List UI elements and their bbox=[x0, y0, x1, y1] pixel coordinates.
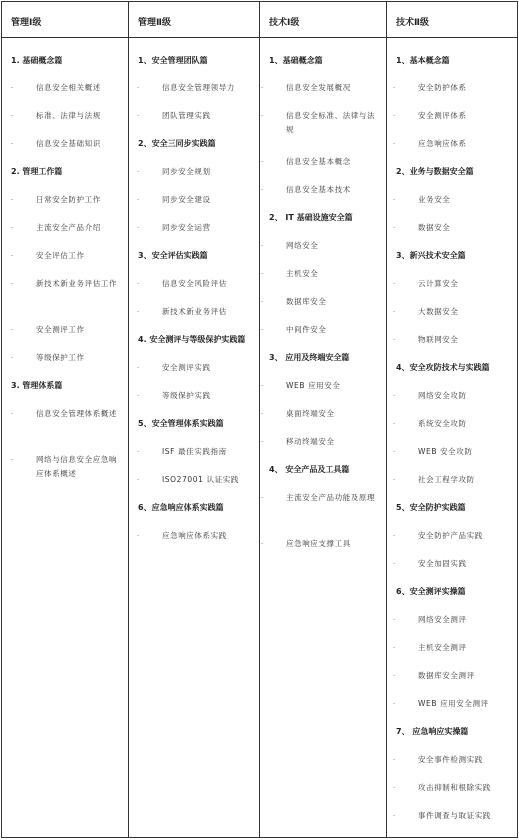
bullet-icon: · bbox=[261, 270, 264, 278]
list-item: · 同步安全建设 bbox=[162, 193, 253, 207]
list-item: · 主流安全产品功能及原理 bbox=[286, 491, 380, 505]
list-item: · 应急响应体系 bbox=[418, 137, 511, 151]
list-item: · 系统安全攻防 bbox=[418, 417, 511, 431]
bullet-icon: · bbox=[261, 242, 264, 250]
bullet-icon: · bbox=[11, 326, 14, 334]
bullet-icon: · bbox=[261, 112, 264, 120]
list-item: · 大数据安全 bbox=[418, 305, 511, 319]
list-item: · 信息安全发展概况 bbox=[286, 81, 380, 95]
section-title: 4. 安全测评与等级保护实践篇 bbox=[138, 335, 246, 344]
list-item: · 信息安全风险评估 bbox=[162, 277, 253, 291]
bullet-icon: · bbox=[137, 476, 140, 484]
list-item: · 安全防护体系 bbox=[418, 81, 511, 95]
bullet-icon: · bbox=[393, 812, 396, 820]
bullet-icon: · bbox=[393, 784, 396, 792]
list-item: · 网络与信息安全应急响应体系概述 bbox=[11, 455, 117, 478]
list-item: · 信息安全标准、法律与法规 bbox=[261, 111, 376, 134]
list-item: · 云计算安全 bbox=[418, 277, 511, 291]
bullet-icon: · bbox=[393, 616, 396, 624]
section-title: 4、 安全产品及工具篇 bbox=[269, 465, 350, 474]
section-title: 1、基础概念篇 bbox=[269, 56, 323, 65]
list-item: · 主机安全 bbox=[286, 267, 380, 281]
bullet-icon: · bbox=[11, 456, 14, 464]
list-item: · 新技术新业务评估工作 bbox=[36, 277, 122, 291]
section-title: 1. 基础概念篇 bbox=[11, 56, 63, 65]
bullet-icon: · bbox=[261, 84, 264, 92]
list-item: · 安全测评工作 bbox=[36, 323, 122, 337]
list-item: · 数据库安全测评 bbox=[418, 669, 511, 683]
bullet-icon: · bbox=[137, 392, 140, 400]
bullet-icon: · bbox=[11, 224, 14, 232]
list-item: · 标准、法律与法规 bbox=[36, 109, 122, 123]
list-item: · ISO27001 认证实践 bbox=[162, 473, 253, 487]
bullet-icon: · bbox=[11, 252, 14, 260]
section-title: 2、安全三同步实践篇 bbox=[138, 139, 216, 148]
bullet-icon: · bbox=[393, 392, 396, 400]
header-management-1: 管理Ⅰ级 bbox=[2, 2, 129, 38]
bullet-icon: · bbox=[393, 476, 396, 484]
section-title: 6、应急响应体系实践篇 bbox=[138, 503, 224, 512]
bullet-icon: · bbox=[393, 84, 396, 92]
list-item: · 信息安全基本概念 bbox=[286, 155, 380, 169]
bullet-icon: · bbox=[137, 168, 140, 176]
list-item: · 网络安全攻防 bbox=[418, 389, 511, 403]
section-title: 7、 应急响应实操篇 bbox=[396, 727, 469, 736]
header-row bbox=[2, 2, 518, 38]
section-title: 3、新兴技术安全篇 bbox=[396, 251, 466, 260]
list-item: · 日常安全防护工作 bbox=[36, 193, 122, 207]
bullet-icon: · bbox=[393, 308, 396, 316]
bullet-icon: · bbox=[11, 112, 14, 120]
list-item: · 安全测评体系 bbox=[418, 109, 511, 123]
column-technical-1 bbox=[260, 38, 387, 838]
bullet-icon: · bbox=[261, 158, 264, 166]
section-title: 3、 应用及终端安全篇 bbox=[269, 353, 350, 362]
bullet-icon: · bbox=[393, 560, 396, 568]
list-item: · WEB 应用安全 bbox=[286, 379, 380, 393]
bullet-icon: · bbox=[261, 494, 264, 502]
list-item: · 团队管理实践 bbox=[162, 109, 253, 123]
list-item: · 主流安全产品介绍 bbox=[36, 221, 122, 235]
bullet-icon: · bbox=[137, 196, 140, 204]
bullet-icon: · bbox=[261, 410, 264, 418]
list-item: · 新技术新业务评估 bbox=[162, 305, 253, 319]
list-item: · 网络安全 bbox=[286, 239, 380, 253]
list-item: · 信息安全相关概述 bbox=[36, 81, 122, 95]
list-item: · 信息安全基本技术 bbox=[286, 183, 380, 197]
list-item: · 主机安全测评 bbox=[418, 641, 511, 655]
list-item: · 安全评估工作 bbox=[36, 249, 122, 263]
bullet-icon: · bbox=[137, 308, 140, 316]
list-item: · 同步安全规划 bbox=[162, 165, 253, 179]
list-item: · 中间件安全 bbox=[286, 323, 380, 337]
bullet-icon: · bbox=[137, 280, 140, 288]
list-item: · 攻击抑制和根除实践 bbox=[418, 781, 511, 795]
bullet-icon: · bbox=[137, 224, 140, 232]
list-item: · WEB 安全攻防 bbox=[418, 445, 511, 459]
bullet-icon: · bbox=[11, 196, 14, 204]
bullet-icon: · bbox=[137, 448, 140, 456]
bullet-icon: · bbox=[393, 532, 396, 540]
list-item: · 数据安全 bbox=[418, 221, 511, 235]
bullet-icon: · bbox=[261, 438, 264, 446]
bullet-icon: · bbox=[11, 354, 14, 362]
bullet-icon: · bbox=[393, 140, 396, 148]
header-technical-2: 技术Ⅱ级 bbox=[387, 2, 518, 38]
list-item: · 移动终端安全 bbox=[286, 435, 380, 449]
bullet-icon: · bbox=[393, 336, 396, 344]
bullet-icon: · bbox=[137, 112, 140, 120]
list-item: · 安全加固实践 bbox=[418, 557, 511, 571]
list-item: · 安全事件检测实践 bbox=[418, 753, 511, 767]
bullet-icon: · bbox=[393, 420, 396, 428]
section-title: 5、安全防护实践篇 bbox=[396, 503, 466, 512]
course-table bbox=[1, 1, 518, 838]
section-title: 1、基本概念篇 bbox=[396, 56, 450, 65]
bullet-icon: · bbox=[261, 186, 264, 194]
list-item: · 信息安全管理领导力 bbox=[162, 81, 253, 95]
bullet-icon: · bbox=[137, 364, 140, 372]
list-item: · 网络安全测评 bbox=[418, 613, 511, 627]
list-item: · 社会工程学攻防 bbox=[418, 473, 511, 487]
list-item: · 应急响应支撑工具 bbox=[286, 537, 380, 551]
column-management-2 bbox=[129, 38, 260, 838]
bullet-icon: · bbox=[261, 540, 264, 548]
bullet-icon: · bbox=[393, 700, 396, 708]
section-title: 6、安全测评实操篇 bbox=[396, 587, 466, 596]
bullet-icon: · bbox=[261, 382, 264, 390]
section-title: 2、 IT 基础设施安全篇 bbox=[269, 213, 353, 222]
bullet-icon: · bbox=[393, 644, 396, 652]
bullet-icon: · bbox=[393, 756, 396, 764]
list-item: · WEB 应用安全测评 bbox=[418, 697, 511, 711]
list-item: · 应急响应体系实践 bbox=[162, 529, 253, 543]
bullet-icon: · bbox=[11, 140, 14, 148]
bullet-icon: · bbox=[11, 410, 14, 418]
section-title: 5、安全管理体系实践篇 bbox=[138, 419, 224, 428]
bullet-icon: · bbox=[393, 196, 396, 204]
bullet-icon: · bbox=[393, 672, 396, 680]
section-title: 2、业务与数据安全篇 bbox=[396, 167, 474, 176]
column-technical-2 bbox=[387, 38, 518, 838]
list-item: · 业务安全 bbox=[418, 193, 511, 207]
list-item: · 物联网安全 bbox=[418, 333, 511, 347]
bullet-icon: · bbox=[261, 326, 264, 334]
list-item: · 桌面终端安全 bbox=[286, 407, 380, 421]
section-title: 3、安全评估实践篇 bbox=[138, 251, 208, 260]
list-item: · 安全防护产品实践 bbox=[418, 529, 511, 543]
list-item: · 数据库安全 bbox=[286, 295, 380, 309]
header-management-2: 管理Ⅱ级 bbox=[129, 2, 260, 38]
header-technical-1: 技术Ⅰ级 bbox=[260, 2, 387, 38]
list-item: · 信息安全管理体系概述 bbox=[36, 407, 122, 421]
list-item: · ISF 最佳实践指南 bbox=[162, 445, 253, 459]
column-management-1 bbox=[2, 38, 129, 838]
list-item: · 同步安全运营 bbox=[162, 221, 253, 235]
bullet-icon: · bbox=[137, 84, 140, 92]
bullet-icon: · bbox=[261, 298, 264, 306]
section-title: 2. 管理工作篇 bbox=[11, 167, 63, 176]
section-title: 1、安全管理团队篇 bbox=[138, 56, 208, 65]
list-item: · 事件调查与取证实践 bbox=[418, 809, 511, 823]
bullet-icon: · bbox=[393, 112, 396, 120]
list-item: · 信息安全基础知识 bbox=[36, 137, 122, 151]
bullet-icon: · bbox=[11, 280, 14, 288]
list-item: · 安全测评实践 bbox=[162, 361, 253, 375]
bullet-icon: · bbox=[393, 224, 396, 232]
section-title: 4、安全攻防技术与实践篇 bbox=[396, 363, 490, 372]
bullet-icon: · bbox=[137, 532, 140, 540]
section-title: 3. 管理体系篇 bbox=[11, 381, 63, 390]
content-row bbox=[2, 38, 518, 838]
bullet-icon: · bbox=[393, 280, 396, 288]
list-item: · 等级保护实践 bbox=[162, 389, 253, 403]
bullet-icon: · bbox=[393, 448, 396, 456]
list-item: · 等级保护工作 bbox=[36, 351, 122, 365]
bullet-icon: · bbox=[11, 84, 14, 92]
